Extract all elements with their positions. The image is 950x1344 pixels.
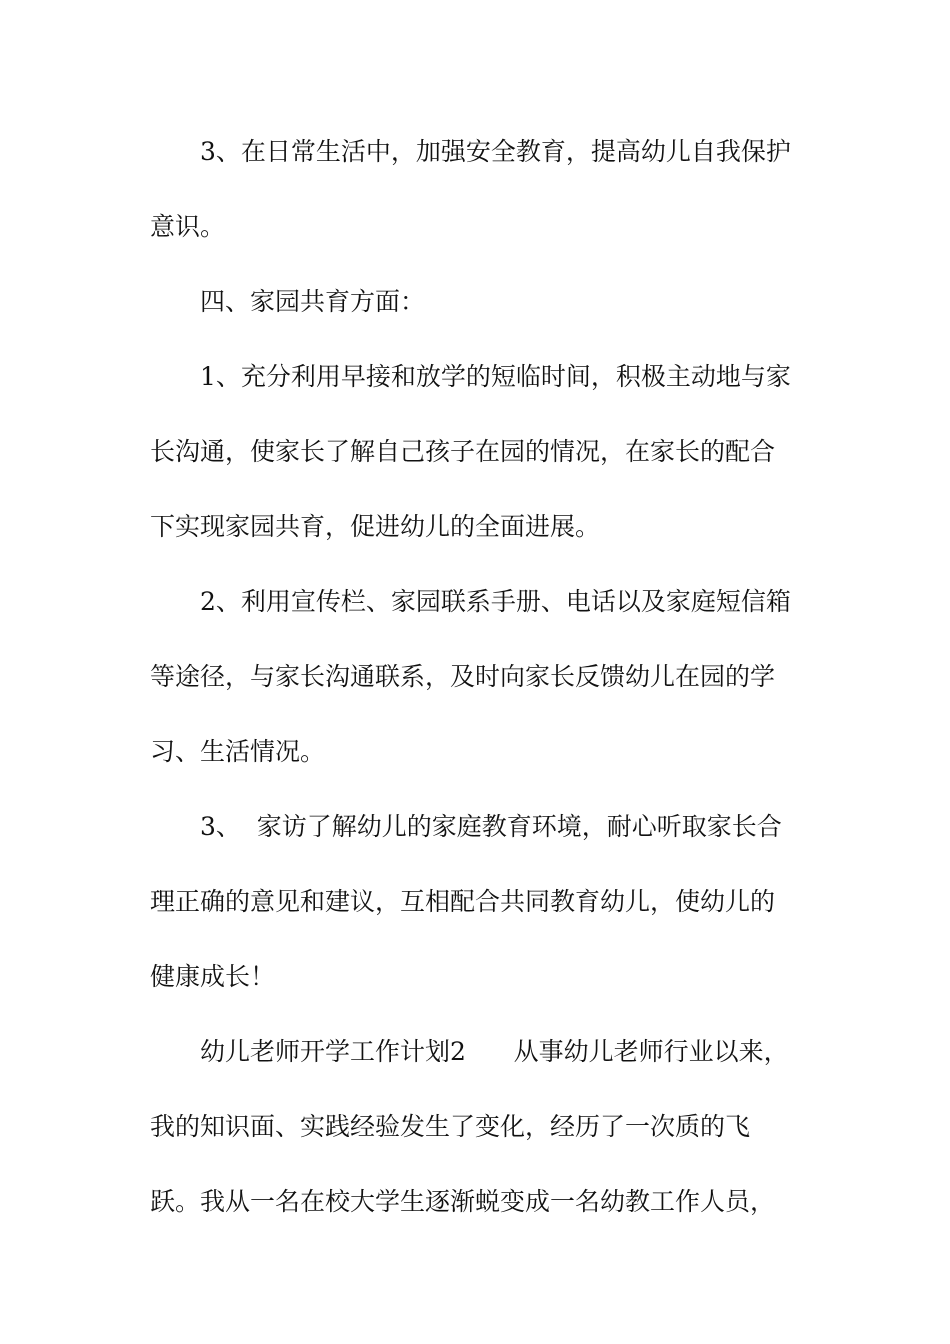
paragraph-line: 1、充分利用早接和放学的短临时间，积极主动地与家 [200,362,791,391]
paragraph-line: 长沟通，使家长了解自己孩子在园的情况，在家长的配合 [150,437,776,466]
paragraph-line: 2、利用宣传栏、家园联系手册、电话以及家庭短信箱 [200,587,791,616]
paragraph-line: 跃。我从一名在校大学生逐渐蜕变成一名幼教工作人员， [150,1187,776,1216]
section-heading: 四、家园共育方面： [200,287,426,316]
paragraph-line: 意识。 [150,212,226,241]
paragraph-line: 健康成长！ [150,962,276,991]
paragraph-line: 我的知识面、实践经验发生了变化，经历了一次质的飞 [150,1112,751,1141]
paragraph-line: 下实现家园共育，促进幼儿的全面进展。 [150,512,601,541]
paragraph-line: 幼儿老师开学工作计划2 从事幼儿老师行业以来， [200,1037,789,1066]
paragraph-line: 3、 家访了解幼儿的家庭教育环境，耐心听取家长合 [200,812,782,841]
paragraph-line: 3、在日常生活中，加强安全教育，提高幼儿自我保护 [200,137,791,166]
paragraph-line: 理正确的意见和建议，互相配合共同教育幼儿，使幼儿的 [150,887,776,916]
paragraph-line: 等途径，与家长沟通联系，及时向家长反馈幼儿在园的学 [150,662,776,691]
paragraph-line: 习、生活情况。 [150,737,326,766]
